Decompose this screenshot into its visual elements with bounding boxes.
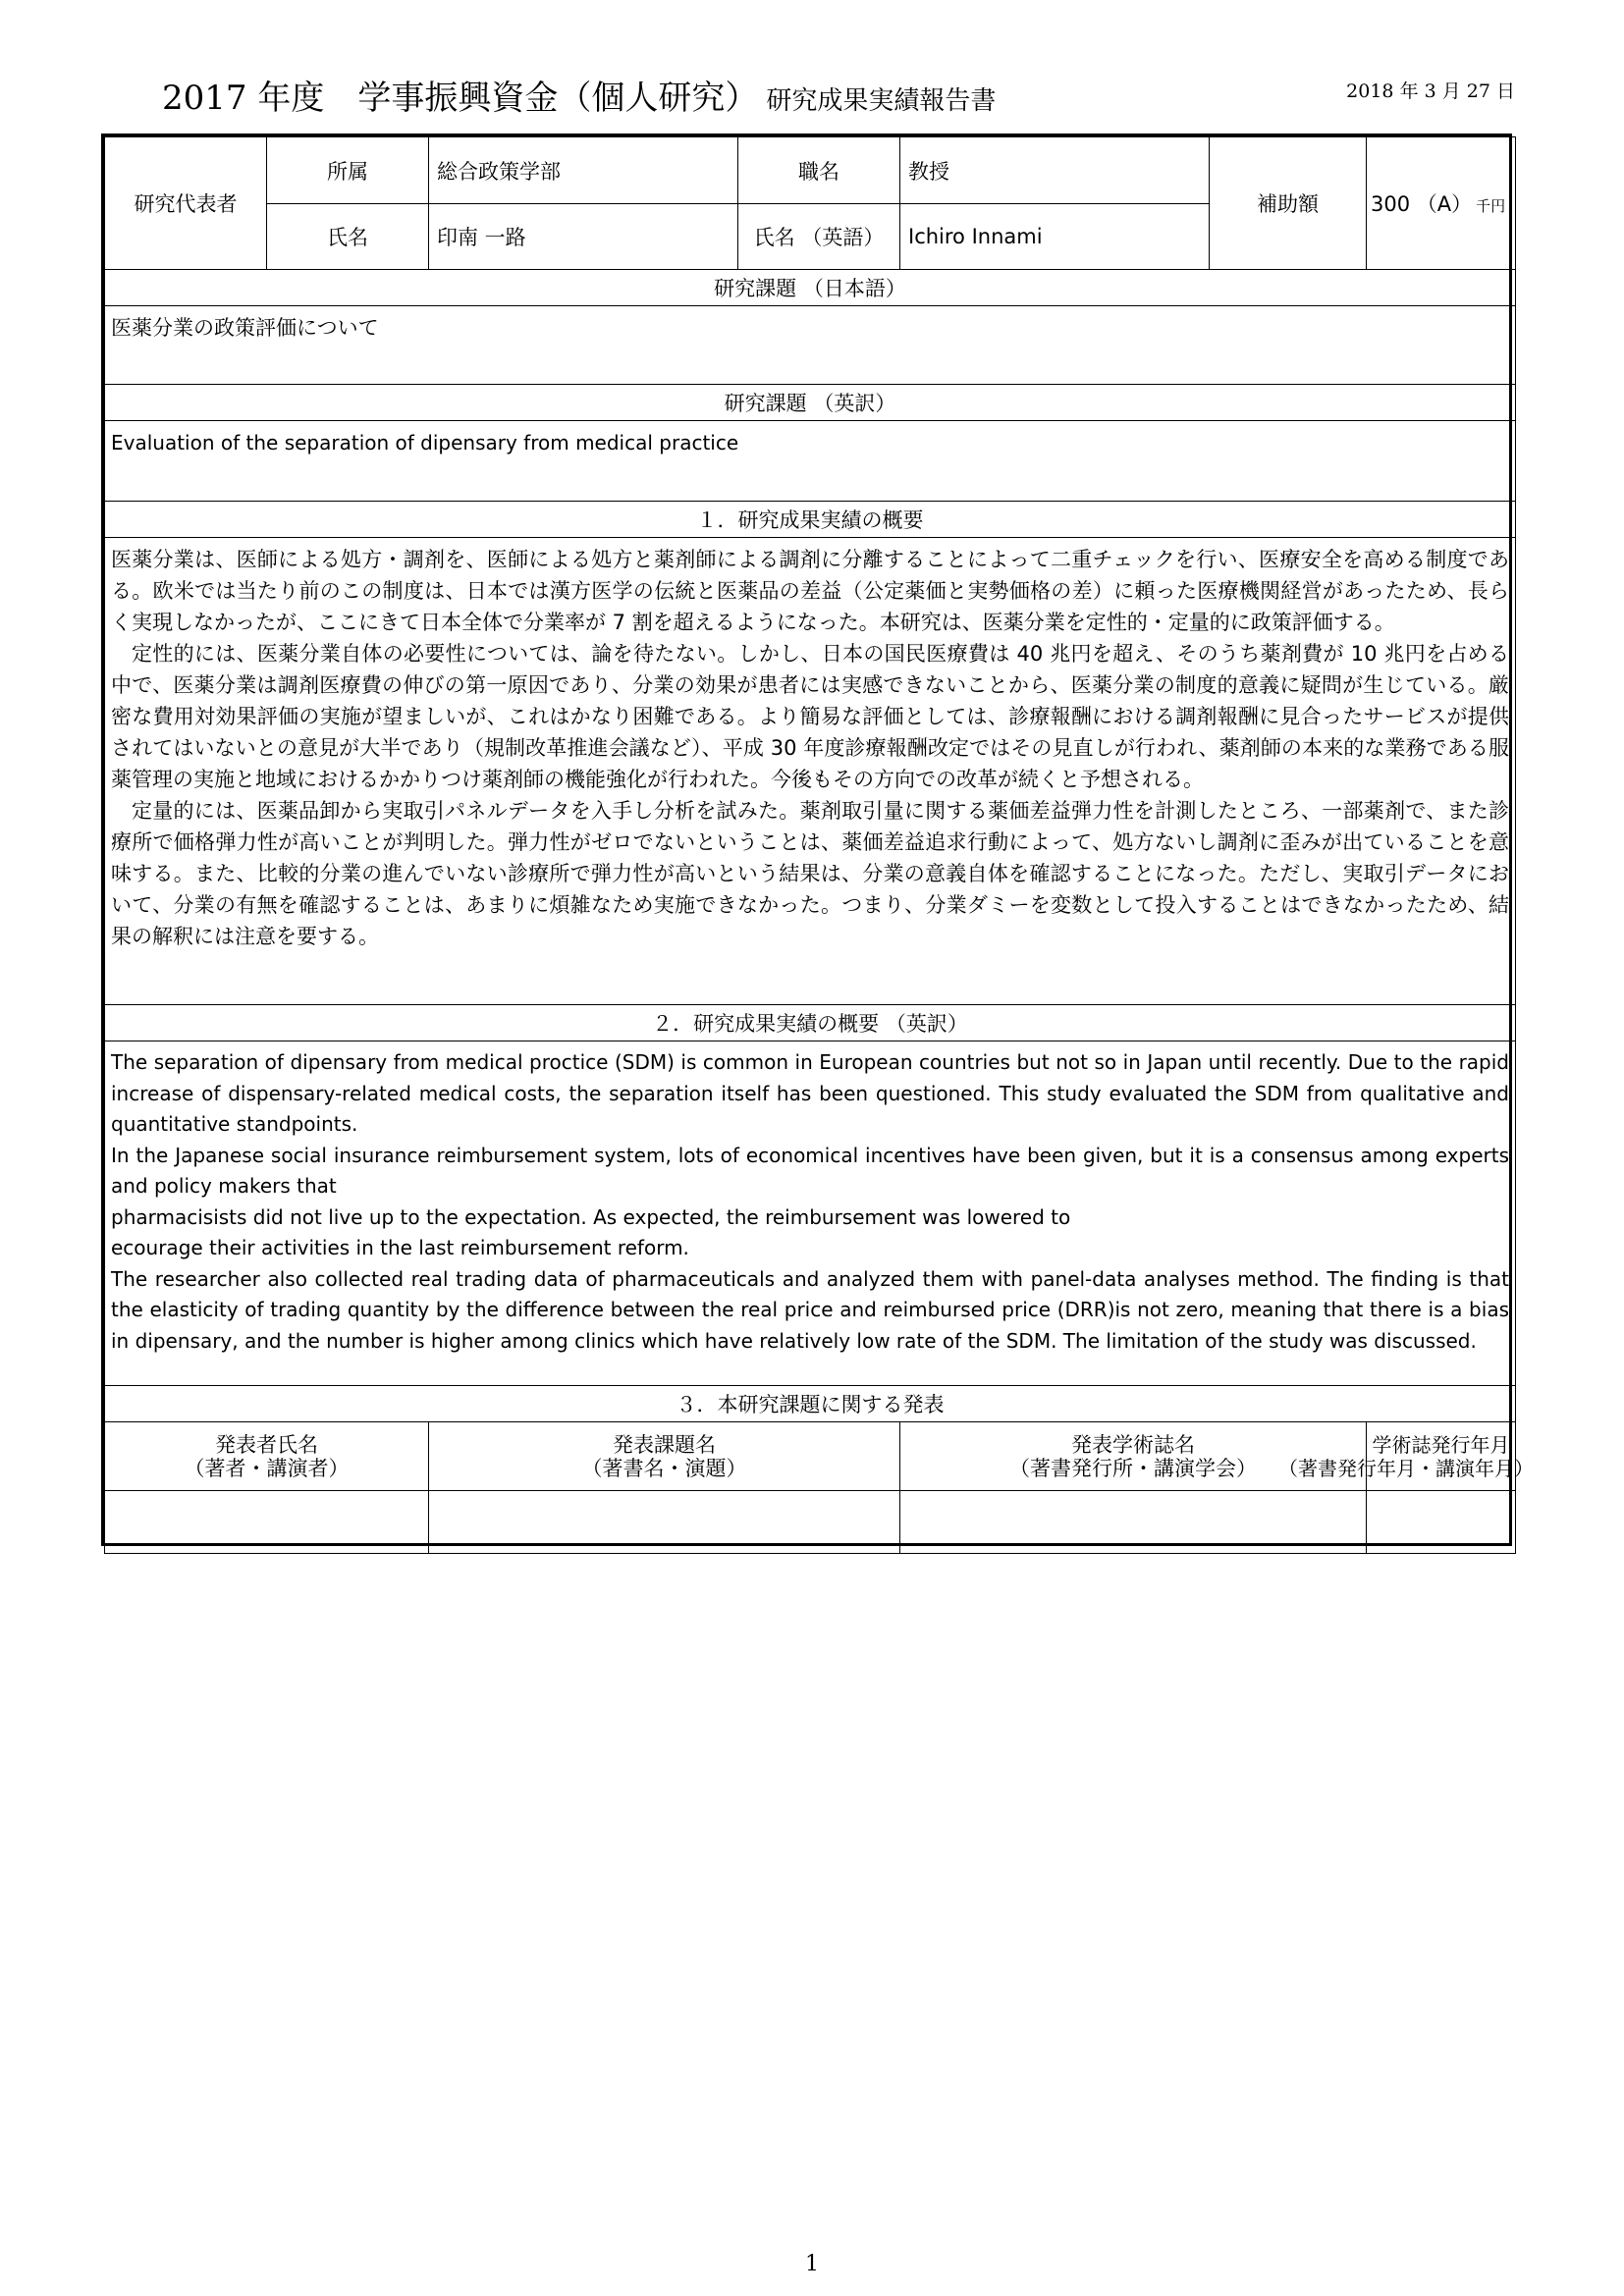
pub-col-line1: 発表学術誌名 <box>1071 1432 1195 1457</box>
pub-entry-title <box>429 1491 900 1554</box>
summary-ja-paragraph: 定性的には、医薬分業自体の必要性については、論を待たない。しかし、日本の国民医療費は 40 兆円を超え、そのうち薬剤費が 10 兆円を占める中で、医薬分業は調剤医療費の伸びの第一原因であり、分業の効果が患者には実感できないことから、医薬分業の制度的意義に疑問が生じている。厳密な費用対効果評価の実施が望ましいが、これはかなり困難である。より簡易な評価としては、診療報酬における調剤報酬に見合ったサービスが提供されてはいないとの意見が大半であり（規制改革推進会議など）、平成 30 年度診療報酬改定ではその見直しが行われ、薬剤師の本来的な業務である服薬管理の実施と地域におけるかかりつけ薬剤師の機能強化が行われた。今後もその方向での改革が続くと予想される。 <box>111 642 1509 791</box>
researcher-row-1 <box>105 137 1516 204</box>
position-value: 教授 <box>900 137 1210 204</box>
publications-entry-row <box>105 1491 1516 1554</box>
summary-ja-paragraph: 定量的には、医薬品卸から実取引パネルデータを入手し分析を試みた。薬剤取引量に関する薬価差益弾力性を計測したところ、一部薬剤で、また診療所で価格弾力性が高いことが判明した。弾力性がゼロでないということは、薬価差益追求行動によって、処方ないし調剤に歪みが出ていることを意味する。また、比較的分業の進んでいない診療所で弾力性が高いという結果は、分業の意義自体を確認することになった。ただし、実取引データにおいて、分業の有無を確認することは、あまりに煩雑なため実施できなかった。つまり、分業ダミーを変数として投入することはできなかったため、結果の解釈には注意を要する。 <box>111 799 1509 948</box>
summary-ja-paragraph: 医薬分業は、医師による処方・調剤を、医師による処方と薬剤師による調剤に分離することによって二重チェックを行い、医療安全を高める制度である。欧米では当たり前のこの制度は、日本では漢方医学の伝統と医薬品の差益（公定薬価と実勢価格の差）に頼った医療機関経営があったため、長らく実現しなかったが、ここにきて日本全体で分業率が 7 割を超えるようになった。本研究は、医薬分業を定性的・定量的に政策評価する。 <box>111 548 1509 634</box>
summary-en-heading: ２．研究成果実績の概要 （英訳） <box>105 1005 1516 1041</box>
pub-col-line2: （著者・講演者） <box>184 1456 350 1480</box>
report-form <box>101 133 1534 1546</box>
summary-en-line: pharmacisists did not live up to the expectation. As expected, the reimbursement was lowered to <box>111 1204 1071 1229</box>
report-date: 2018 年 3 月 27 日 <box>1346 80 1515 102</box>
publications-header-row <box>105 1422 1516 1491</box>
topic-ja-heading: 研究課題 （日本語） <box>105 270 1516 306</box>
form-table <box>104 136 1534 1554</box>
title-sub: 研究成果実績報告書 <box>766 86 997 116</box>
summary-en-line: The researcher also collected real trading data of pharmaceuticals and analyzed them with panel-data analyses method. The finding is that the elasticity of trading quantity by the difference between the real price and reimbursed price (DRR)is not zero, meaning that there is a bias in dipensary, and the number is higher among clinics which have relatively low rate of the SDM. The limitation of the study was discussed. <box>111 1266 1509 1353</box>
topic-en-row <box>105 421 1516 502</box>
summary-en-body <box>105 1041 1516 1386</box>
summary-en-row <box>105 1041 1516 1386</box>
summary-en-line: ecourage their activities in the last reimbursement reform. <box>111 1236 689 1259</box>
pub-col-line1: 発表課題名 <box>613 1432 716 1457</box>
summary-ja-heading: １．研究成果実績の概要 <box>105 502 1516 538</box>
topic-ja-text: 医薬分業の政策評価について <box>105 306 1516 385</box>
summary-ja-body <box>105 538 1516 1005</box>
pub-entry-presenter <box>105 1491 429 1554</box>
affiliation-value: 総合政策学部 <box>429 137 738 204</box>
topic-en-text: Evaluation of the separation of dipensary from medical practice <box>105 421 1516 502</box>
publications-heading-row <box>105 1386 1516 1422</box>
name-en-label: 氏名 （英語） <box>738 204 900 270</box>
position-label: 職名 <box>738 137 900 204</box>
affiliation-label: 所属 <box>267 137 429 204</box>
name-value: 印南 一路 <box>429 204 738 270</box>
topic-ja-row <box>105 306 1516 385</box>
researcher-label: 研究代表者 <box>105 137 267 270</box>
grant-label: 補助額 <box>1210 137 1367 270</box>
summary-ja-row <box>105 538 1516 1005</box>
name-en-value: Ichiro Innami <box>900 204 1210 270</box>
name-label: 氏名 <box>267 204 429 270</box>
page-number: 1 <box>805 2252 819 2276</box>
summary-en-heading-row <box>105 1005 1516 1041</box>
topic-en-heading: 研究課題 （英訳） <box>105 385 1516 421</box>
page-title <box>162 77 996 123</box>
pub-col-line2: （著書名・演題） <box>581 1456 747 1480</box>
pub-col-line2: （著書発行年月・講演年月） <box>1278 1456 1534 1480</box>
pub-col-line1: 学術誌発行年月 <box>1372 1432 1510 1457</box>
pub-entry-date <box>1367 1491 1516 1554</box>
topic-en-heading-row <box>105 385 1516 421</box>
summary-en-line: The separation of dipensary from medical proctice (SDM) is common in European countries but not so in Japan until recently. Due to the rapid increase of dispensary-related medical costs, the separation itself has been questioned. This study evaluated the SDM from qualitative and quantitative standpoints. <box>111 1050 1509 1136</box>
title-main: 2017 年度 学事振興資金（個人研究） <box>162 79 759 118</box>
pub-entry-journal <box>900 1491 1367 1554</box>
pub-col-line2: （著書発行所・講演学会） <box>1009 1456 1257 1480</box>
topic-ja-heading-row <box>105 270 1516 306</box>
grant-cell <box>1367 137 1516 270</box>
summary-ja-heading-row <box>105 502 1516 538</box>
pub-col-date <box>1278 1422 1534 1491</box>
pub-col-presenter <box>105 1422 429 1491</box>
pub-col-title <box>429 1422 900 1491</box>
publications-heading: ３．本研究課題に関する発表 <box>105 1386 1516 1422</box>
pub-col-line1: 発表者氏名 <box>215 1432 318 1457</box>
grant-unit: 千円 <box>1476 197 1506 215</box>
grant-amount: 300 （A） <box>1371 192 1473 216</box>
summary-en-line: In the Japanese social insurance reimbursement system, lots of economical incentives have been given, but it is a consensus among experts and policy makers that <box>111 1143 1509 1198</box>
